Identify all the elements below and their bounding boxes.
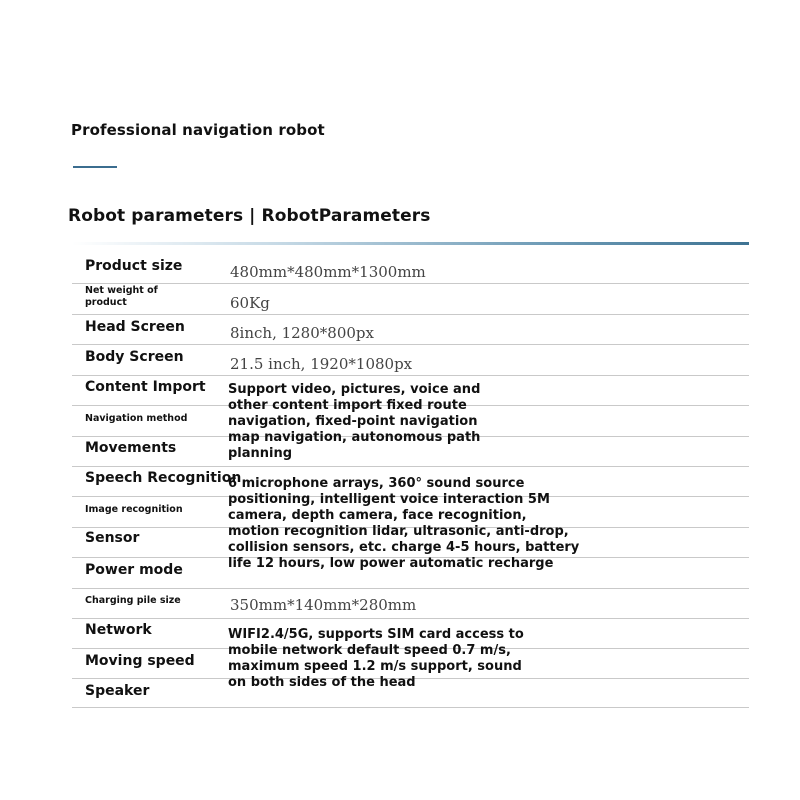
label-network: Network	[85, 622, 152, 638]
row-divider	[72, 588, 749, 589]
value-content-navigation-movements: Support video, pictures, voice and other content import fixed route navigation, fixed-point navigation map navigation, autonomous path planning	[228, 382, 481, 461]
label-speaker: Speaker	[85, 683, 150, 699]
label-navigation-method: Navigation method	[85, 413, 188, 424]
label-product-size: Product size	[85, 258, 183, 274]
label-speech-recognition: Speech Recognition	[85, 470, 242, 486]
value-network-speed-speaker: WIFI2.4/5G, supports SIM card access to mobile network default speed 0.7 m/s, maximum speed 1.2 m/s support, sound on both sides of the head	[228, 627, 524, 690]
row-divider	[72, 283, 749, 284]
label-moving-speed: Moving speed	[85, 653, 195, 669]
value-charging-pile-size: 350mm*140mm*280mm	[230, 596, 417, 614]
label-image-recognition: Image recognition	[85, 504, 183, 515]
title-underline	[73, 166, 117, 168]
section-title: Robot parameters | RobotParameters	[68, 206, 431, 226]
label-net-weight: Net weight of product	[85, 285, 158, 308]
row-divider	[72, 618, 749, 619]
section-divider	[72, 242, 749, 245]
label-body-screen: Body Screen	[85, 349, 184, 365]
row-divider	[72, 466, 749, 467]
label-power-mode: Power mode	[85, 562, 183, 578]
row-divider	[72, 344, 749, 345]
value-speech-image-sensor-power: 6 microphone arrays, 360° sound source positioning, intelligent voice interaction 5M camera, depth camera, face recognition, motion recognition lidar, ultrasonic, anti-drop, collision sensors, etc. charge 4-5 hours, battery life 12 hours, low power automatic recharge	[228, 476, 580, 571]
label-charging-pile-size: Charging pile size	[85, 595, 181, 606]
row-divider	[72, 314, 749, 315]
row-divider	[72, 375, 749, 376]
label-movements: Movements	[85, 440, 177, 456]
label-sensor: Sensor	[85, 530, 140, 546]
label-head-screen: Head Screen	[85, 319, 185, 335]
value-body-screen: 21.5 inch, 1920*1080px	[230, 355, 413, 373]
value-product-size: 480mm*480mm*1300mm	[230, 263, 426, 281]
row-divider	[72, 707, 749, 708]
value-net-weight: 60Kg	[230, 294, 270, 312]
label-content-import: Content Import	[85, 379, 206, 395]
value-head-screen: 8inch, 1280*800px	[230, 324, 374, 342]
page-title: Professional navigation robot	[71, 121, 325, 139]
